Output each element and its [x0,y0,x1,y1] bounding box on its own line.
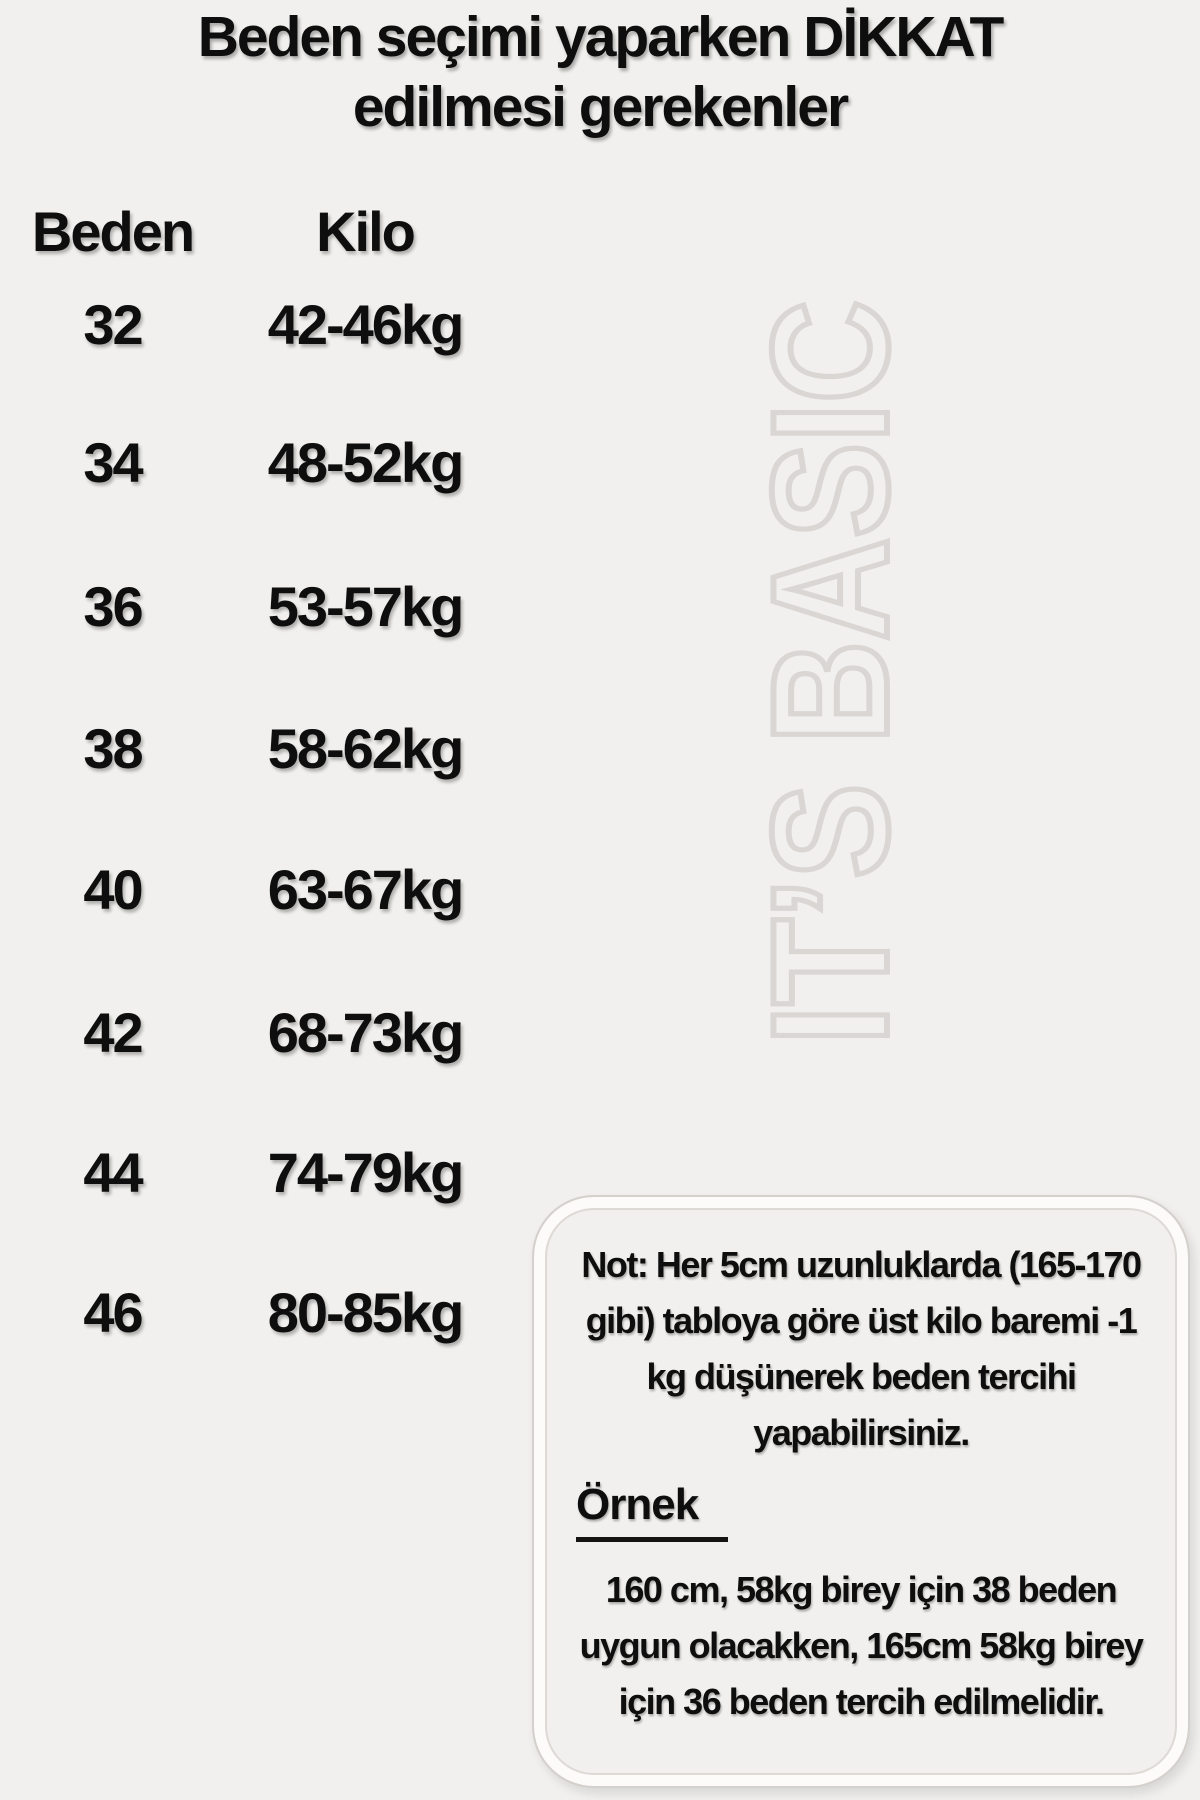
page-title-line1: Beden seçimi yaparken DİKKAT [197,5,1003,69]
brand-watermark [738,183,922,1050]
note-text: Not: Her 5cm uzunluklarda (165-170 gibi) tabloya göre üst kilo baremi -1 kg düşünerek beden tercihi yapabilirsiniz. [581,1244,1141,1453]
page-title-line2: edilmesi gerekenler [352,75,848,139]
size-table [0,0,505,1400]
size-value: 44 [83,1141,142,1204]
weight-value: 63-67kg [267,858,463,921]
size-value: 36 [83,575,142,638]
weight-value: 74-79kg [267,1141,463,1204]
size-value: 32 [83,293,142,356]
weight-value: 48-52kg [267,431,463,494]
table-row [0,1280,505,1346]
size-value: 40 [83,858,142,921]
size-value: 42 [83,1001,142,1064]
note-box [532,1195,1190,1788]
table-row [0,1000,505,1066]
size-value: 46 [83,1281,142,1344]
weight-value: 53-57kg [267,575,463,638]
weight-value: 68-73kg [267,1001,463,1064]
watermark-text: IT’S BASIC [738,183,922,1045]
example-heading: Örnek [576,1479,728,1542]
table-row [0,292,505,358]
table-row [0,857,505,923]
column-header-weight: Kilo [316,200,414,263]
size-value: 34 [83,431,142,494]
table-row [0,716,505,782]
column-header-size: Beden [31,200,194,263]
weight-value: 42-46kg [267,293,463,356]
example-heading-row [562,1461,1160,1542]
weight-value: 80-85kg [267,1281,463,1344]
size-value: 38 [83,717,142,780]
table-row [0,430,505,496]
example-text: 160 cm, 58kg birey için 38 beden uygun olacakken, 165cm 58kg birey için 36 beden tercih edilmelidir. [579,1569,1143,1722]
table-row [0,574,505,640]
table-header-row [0,199,505,265]
weight-value: 58-62kg [267,717,463,780]
table-row [0,1140,505,1206]
